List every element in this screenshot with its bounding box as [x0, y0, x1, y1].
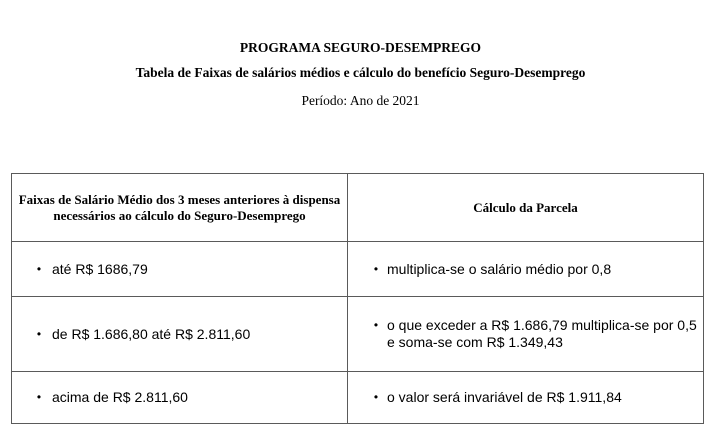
salary-range-text: de R$ 1.686,80 até R$ 2.811,60 — [52, 325, 251, 342]
salary-range-cell — [12, 297, 348, 372]
calculation-cell — [348, 242, 704, 297]
period-label: Período: Ano de 2021 — [301, 93, 420, 108]
table-header-row — [12, 174, 704, 242]
header-installment-calc: Cálculo da Parcela — [348, 174, 704, 242]
bullet-icon: • — [36, 390, 42, 404]
bullet-icon: • — [36, 326, 42, 341]
salary-range-cell — [12, 372, 348, 424]
bullet-icon: • — [373, 261, 379, 276]
calculation-cell — [348, 372, 704, 424]
table-row — [12, 372, 704, 424]
salary-range-cell — [12, 242, 348, 297]
calculation-cell — [348, 297, 704, 372]
bullet-icon: • — [36, 261, 42, 276]
table-row — [12, 297, 704, 372]
document-subtitle: Tabela de Faixas de salários médios e cálculo do benefício Seguro-Desemprego — [135, 65, 586, 80]
calculation-text: multiplica-se o salário médio por 0,8 — [387, 260, 612, 277]
salary-range-text: até R$ 1686,79 — [52, 260, 148, 277]
salary-range-text: acima de R$ 2.811,60 — [52, 389, 188, 405]
table-row — [12, 242, 704, 297]
header-salary-range: Faixas de Salário Médio dos 3 meses anteriores à dispensa necessários ao cálculo do Seguro-Desemprego — [12, 174, 348, 242]
bullet-icon: • — [373, 390, 379, 404]
document-title: PROGRAMA SEGURO-DESEMPREGO — [239, 40, 482, 55]
calculation-text: o valor será invariável de R$ 1.911,84 — [387, 389, 622, 405]
bullet-icon: • — [373, 318, 379, 332]
calculation-text: o que exceder a R$ 1.686,79 multiplica-se por 0,5 e soma-se com R$ 1.349,43 — [387, 317, 697, 350]
benefit-table — [11, 173, 704, 424]
